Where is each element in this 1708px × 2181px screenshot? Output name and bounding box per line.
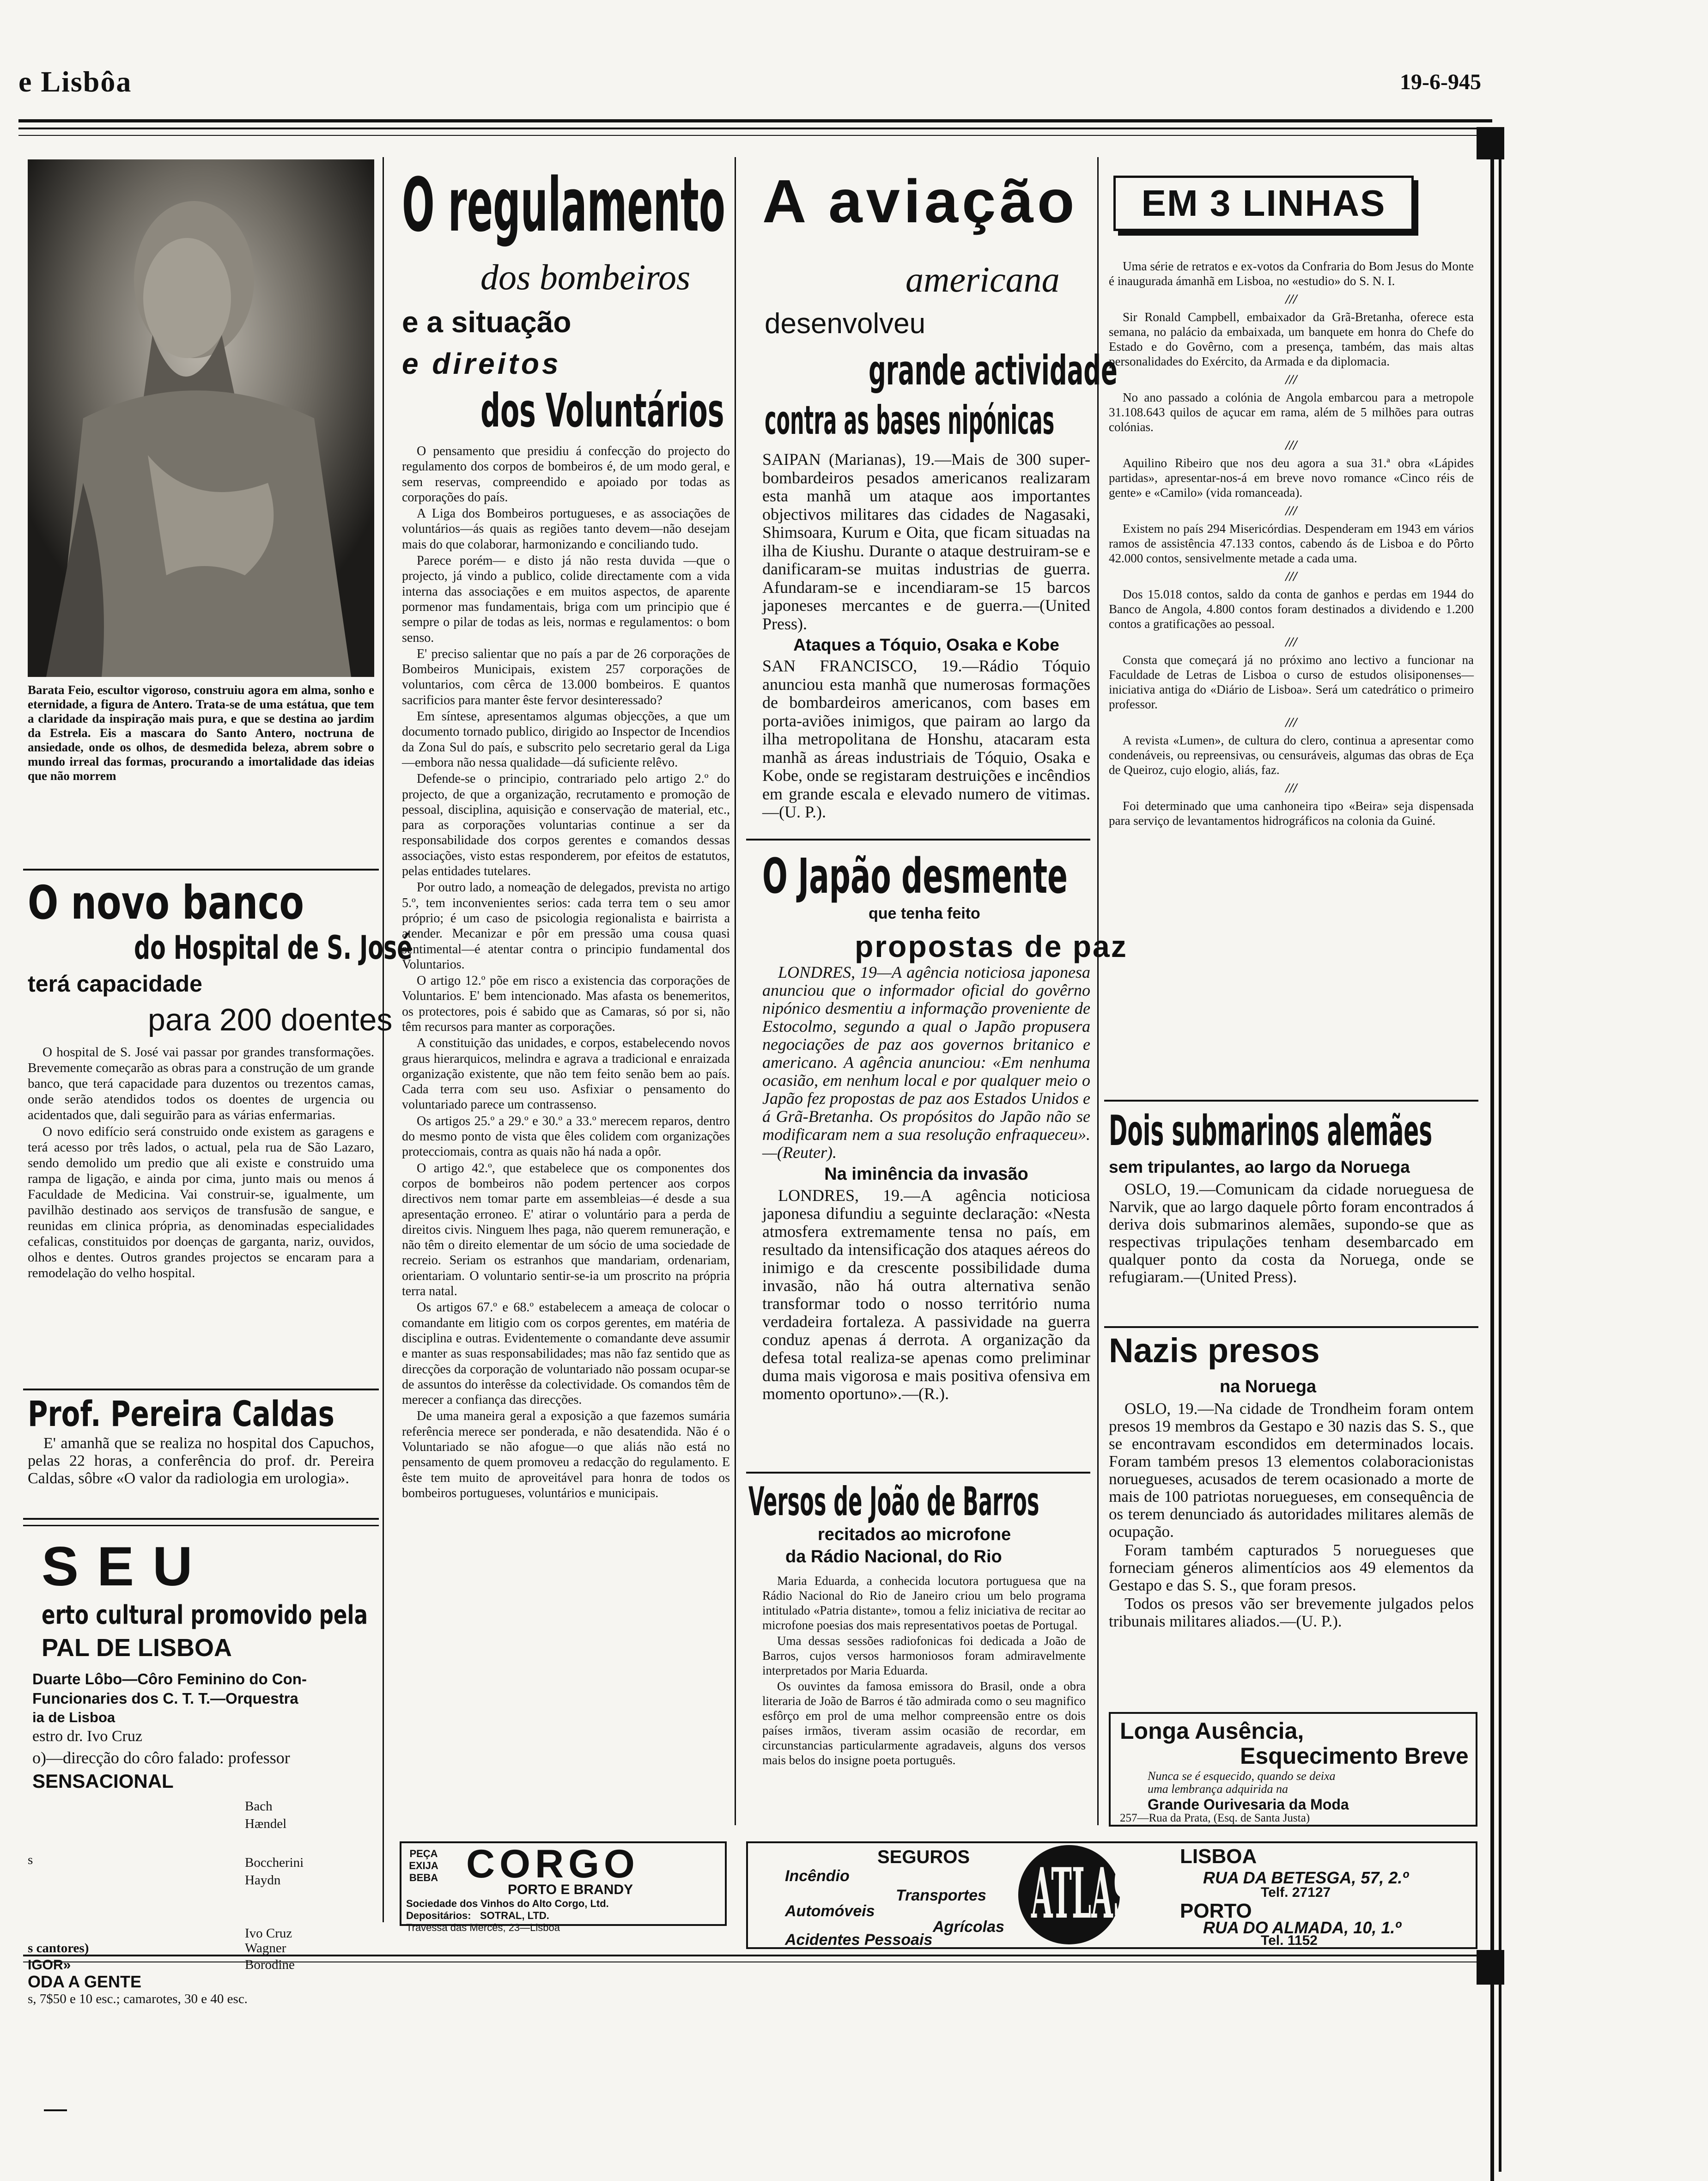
concert-sub2: PAL DE LISBOA bbox=[42, 1634, 232, 1662]
linhas-item: Foi determinado que uma canhoneira tipo «Beira» seja dispensada para serviço de levantamentos hidrográficos na colonia da Guiné. bbox=[1109, 799, 1474, 828]
ourivesaria-l6: 257—Rua da Prata, (Esq. de Santa Justa) bbox=[1120, 1812, 1310, 1824]
ourivesaria-ad bbox=[1109, 1712, 1477, 1827]
banco-subhead: do Hospital de S. José bbox=[134, 929, 413, 967]
right-border-tab-top bbox=[1477, 127, 1504, 159]
japao-paragraph: LONDRES, 19.—A agência noticiosa japonesa difundiu a seguinte declaração: «Nesta atmosfera extremamente tensa no país, em resultado da intensificação dos ataques aéreos do inimigo e da crescente possibilidade duma invasão, não há outra alternativa senão transformar todo o nosso território numa verdadeira fortaleza. A passividade na guerra conduz apenas á derrota. A organização da defesa total realiza-se apenas como preliminar duma mais vigorosa e mais positiva ofensiva em momento oportuno».—(R.). bbox=[762, 1186, 1090, 1403]
corgo-brand: CORGO bbox=[466, 1842, 639, 1886]
versos-paragraph: Os ouvintes da famosa emissora do Brasil, onde a obra literaria de João de Barros é tão admirada como o seu magnifico esfôrço em prol de uma melhor compreensão entre os dois países irmãos, tiveram assim ocasião de recordar, em circunstancias particularmente agradaveis, alguns dos versos mais belos do insigne poeta português. bbox=[762, 1679, 1086, 1767]
submarinos-title: Dois submarinos alemães bbox=[1109, 1107, 1433, 1155]
nazis-sub: na Noruega bbox=[1220, 1377, 1317, 1396]
photo-caption bbox=[28, 683, 374, 783]
caldas-headline bbox=[28, 1393, 421, 1434]
aviacao-title: A aviação bbox=[762, 167, 1078, 235]
concert-leftbit: s cantores) bbox=[28, 1941, 89, 1956]
caldas-body bbox=[28, 1435, 374, 1488]
atlas-item: Agrícolas bbox=[933, 1918, 1004, 1936]
concert-line4: estro dr. Ivo Cruz bbox=[32, 1728, 142, 1745]
corgo-side-3: BEBA bbox=[409, 1872, 438, 1883]
japao-paragraph: LONDRES, 19—A agência noticiosa japonesa anunciou que o informador oficial do govêrno nipónico desmentiu a informação proveniente de Estocolmo, segundo a qual o Japão propusera negociações de paz aos governos britanico e americano. A agência anunciou: «Em nenhuma ocasião, em nenhum local e por qualquer meio o Japão fez propostas de paz aos Estados Unidos e á Grã-Bretanha. Os propósitos do Japão não se modificaram nem a sua resolução enfraqueceu».—(Reuter). bbox=[762, 963, 1090, 1162]
atlas-item: Incêndio bbox=[785, 1867, 850, 1885]
aviacao-sub3: grande actividade bbox=[869, 347, 1118, 394]
versos-sub2: da Rádio Nacional, do Rio bbox=[785, 1547, 1002, 1566]
corgo-side-2: EXIJA bbox=[409, 1860, 438, 1871]
concert-sensacional: SENSACIONAL bbox=[32, 1770, 174, 1792]
corgo-dep: SOTRAL, LTD. bbox=[480, 1910, 549, 1921]
japao-rule bbox=[746, 1472, 1090, 1474]
nazis-paragraph: Foram também capturados 5 noruegueses que forneciam géneros alimentícios aos 49 elementos da Gestapo e das S. S., que foram presos. bbox=[1109, 1541, 1474, 1594]
bombeiros-paragraph: O artigo 12.º põe em risco a existencia das corporações de Voluntarios. E' bem intencionado. Mas afasta os benemeritos, os protectores, pois é sabido que as Camaras, só por si, não têm recursos para manter as corporações. bbox=[402, 974, 730, 1034]
linhas-separator: /// bbox=[1285, 372, 1297, 387]
linhas-separator: /// bbox=[1285, 438, 1297, 453]
photo-caption-text: Barata Feio, escultor vigoroso, construiu agora em alma, sonho e eternidade, a figura de Antero. Trata-se de uma estátua, que tem a claridade da inspiração mais pura, e que se destina ao jardim da Estrela. Eis a mascara do Santo Antero, noctruna de ansiedade, onde os olhos, de desmedida beleza, abrem sobre o mundo irreal das formas, procurando a imortalidade das ideias que não morrem bbox=[28, 683, 374, 783]
versos-paragraph: Uma dessas sessões radiofonicas foi dedicada a João de Barros, cujos versos harmoniosos foram admiravelmente interpretados por Maria Eduarda. bbox=[762, 1634, 1086, 1677]
versos-body bbox=[762, 1573, 1086, 1768]
nazis-body bbox=[1109, 1400, 1474, 1631]
versos-sub1: recitados ao microfone bbox=[818, 1525, 1011, 1544]
stray-mark bbox=[44, 2109, 67, 2111]
column-rule-1 bbox=[383, 157, 384, 1922]
ourivesaria-l1: Longa Ausência, bbox=[1120, 1718, 1304, 1744]
bombeiros-paragraph: A Liga dos Bombeiros portugueses, e as associações de voluntários—ás quais as regiões tanto devem—não desejam mais do que colaborar, harmonizando e conciliando tudo. bbox=[402, 506, 730, 552]
concert-composer: Bach bbox=[245, 1799, 273, 1814]
versos-title: Versos de João de Barros bbox=[748, 1479, 1039, 1525]
banco-capacity: para 200 doentes bbox=[148, 1002, 393, 1037]
banco-kicker: terá capacidade bbox=[28, 971, 202, 997]
right-border-outer bbox=[1490, 129, 1494, 2181]
atlas-porto-addr: RUA DO ALMADA, 10, 1.º bbox=[1203, 1918, 1401, 1937]
linhas-item: Uma série de retratos e ex-votos da Confraria do Bom Jesus do Monte é inaugurada ámanhã em Lisboa, no «estudio» do S. N. I. bbox=[1109, 259, 1474, 288]
corgo-side-1: PEÇA bbox=[409, 1848, 438, 1859]
japao-title: O Japão desmente bbox=[762, 848, 1068, 904]
caldas-text: E' amanhã que se realiza no hospital dos Capuchos, pelas 22 horas, a conferência do prof. dr. Pereira Caldas, sôbre «O valor da radiologia em urologia». bbox=[28, 1435, 374, 1487]
nazis-title: Nazis presos bbox=[1109, 1331, 1320, 1370]
bombeiros-sub3: e direitos bbox=[402, 347, 561, 380]
concert-footer1: ODA A GENTE bbox=[28, 1972, 142, 1991]
banco-rule bbox=[23, 1389, 379, 1390]
submarinos-headline bbox=[1109, 1107, 1708, 1155]
versos-paragraph: Maria Eduarda, a conhecida locutora portuguesa que na Rádio Nacional do Rio de Janeiro criou um belo programa intitulado «Patria distante», tomou a feliz iniciativa de recitar ao microfone poesias dos mais representativos poetas de Portugal. bbox=[762, 1574, 1086, 1632]
bombeiros-paragraph: Defende-se o principio, contrariado pelo artigo 2.º do projecto, de que a organização, recrutamento e promoção de pessoal, disciplina, aquisição e conservação de material, etc., para as corporações voluntarias continue a ser da responsabilidade dos corpos gerentes e comandos dessas associações, visto estas responderem, por efeitos de estatutos, pelas entidades tutelares. bbox=[402, 772, 730, 879]
linhas-separator: /// bbox=[1285, 715, 1297, 730]
bombeiros-paragraph: De uma maneira geral a exposição a que fazemos sumária referência merece ser ponderada, e não desatendida. Não é o Voluntariado se não afogue—o que aliás não está no pensamento de quem promoveu a redacção do regulamento. E êste tem muito de aproveitável para honra de todos os bombeiros portugueses, voluntários e municipais. bbox=[402, 1409, 730, 1500]
linhas-item: Dos 15.018 contos, saldo da conta de ganhos e perdas em 1944 do Banco de Angola, 4.800 contos foram destinados a dividendo e 1.200 contos a gratificações ao pessoal. bbox=[1109, 587, 1474, 631]
aviacao-rule bbox=[746, 839, 1090, 841]
submarinos-sub: sem tripulantes, ao largo da Noruega bbox=[1109, 1158, 1410, 1176]
ourivesaria-l5: Grande Ourivesaria da Moda bbox=[1148, 1796, 1349, 1813]
corgo-sub: PORTO E BRANDY bbox=[508, 1882, 633, 1897]
ourivesaria-l4: uma lembrança adquirida na bbox=[1148, 1782, 1289, 1796]
linhas-separator: /// bbox=[1285, 292, 1297, 307]
corgo-addr: Travessa das Mercês, 23—Lisboa bbox=[406, 1922, 560, 1933]
banco-paragraph: O hospital de S. José vai passar por grandes transformações. Brevemente começarão as obras para a construção de um grande banco, que terá capacidade para duzentos ou trezentos camas, onde serão atendidos todos os doentes de urgencia ou acidentados que, dali seguirão para as várias enfermarias. bbox=[28, 1045, 374, 1122]
linhas-separator: /// bbox=[1285, 634, 1297, 650]
concert-leftbit: IGOR» bbox=[28, 1957, 71, 1973]
nazis-headline bbox=[1109, 1331, 1320, 1370]
atlas-ad bbox=[746, 1841, 1477, 1949]
nazis-paragraph: Todos os presos vão ser brevemente julgados pelos tribunais militares aliados.—(U. P.). bbox=[1109, 1595, 1474, 1630]
statue-photo bbox=[28, 159, 374, 677]
linhas-item: Sir Ronald Campbell, embaixador da Grã-Bretanha, oferece esta semana, no palácio da embaixada, um banquete em honra do Chefe do Estado e do Govêrno, com a presença, também, das mais altas personalidades do Exército, da Armada e da diplomacia. bbox=[1109, 310, 1474, 368]
aviacao-sub2: desenvolveu bbox=[765, 308, 926, 340]
bombeiros-paragraph: A constituição das unidades, e corpos, estabelecendo novos graus hierarquicos, melindra e agrava a tradicional e enraizada organização existente, que não tem feito senão bem ao país. Cada terra com seu uso. Asfixiar o pensamento do voluntariado parece um contrassenso. bbox=[402, 1036, 730, 1112]
concert-composer: Hændel bbox=[245, 1816, 287, 1831]
concert-line2: Funcionaries dos C. T. T.—Orquestra bbox=[32, 1690, 298, 1707]
aviacao-paragraph: SAIPAN (Marianas), 19.—Mais de 300 super-bombardeiros pesados americanos realizaram esta manhã um ataque aos importantes objectivos militares das cidades de Nagasaki, Shimsoara, Kurum e Oita, que ficam situadas na ilha de Kiushu. Durante o ataque destruiram-se e danificaram-se muitas industrias de guerra. Afundaram-se e incendiaram-se 15 barcos japoneses mercantes e de guerra.—(United Press). bbox=[762, 450, 1090, 633]
banco-title: O novo banco bbox=[28, 876, 304, 930]
bombeiros-sub1: dos bombeiros bbox=[480, 257, 691, 297]
corgo-company: Sociedade dos Vinhos do Alto Corgo, Ltd. bbox=[406, 1898, 609, 1909]
concert-footer2: s, 7$50 e 10 esc.; camarotes, 30 e 40 esc. bbox=[28, 1992, 248, 2006]
atlas-item: Acidentes Pessoais bbox=[785, 1931, 933, 1949]
header-rule-thin bbox=[18, 135, 1492, 136]
atlas-seguros: SEGUROS bbox=[877, 1847, 970, 1867]
concert-composer: Borodine bbox=[245, 1957, 295, 1972]
linhas-item: Consta que começará já no próximo ano lectivo a funcionar na Faculdade de Letras de Lisboa o curso de estudos olisiponenses—iniciativa antiga do «Diário de Lisboa». Será um catedrático o primeiro professor. bbox=[1109, 653, 1474, 711]
bombeiros-paragraph: E' preciso salientar que no país a par de 26 corporações de Bombeiros Municipais, existem 257 corporações de voluntarios, com cêrca de 13.000 bombeiros. E quantos sacrificios para manter êste fervor desinteressado? bbox=[402, 646, 730, 707]
concert-composer: Ivo Cruz bbox=[245, 1926, 292, 1941]
japao-subhead: Na iminência da invasão bbox=[824, 1164, 1028, 1184]
linhas-body bbox=[1109, 259, 1474, 829]
atlas-item: Transportes bbox=[896, 1887, 986, 1904]
bombeiros-body bbox=[402, 444, 730, 1502]
atlas-lisboa-addr: RUA DA BETESGA, 57, 2.º bbox=[1203, 1868, 1409, 1887]
japao-headline bbox=[762, 848, 1255, 904]
atlas-porto: PORTO bbox=[1180, 1900, 1252, 1922]
header-rule-bottom bbox=[18, 128, 1492, 129]
caption-rule bbox=[23, 869, 379, 871]
concert-leftbit: s bbox=[28, 1852, 33, 1867]
concert-composer: Wagner bbox=[245, 1941, 286, 1956]
bombeiros-paragraph: O artigo 42.º, que estabelece que os componentes dos corpos de bombeiros não podem pertencer aos corpos directivos nem tomar parte em assembleias—é desde a sua apresentação erroneo. E' atirar o voluntário para a perda de direitos civis. Ninguem lhes paga, não querem remuneração, e não têm o direito elementar de um sócio de uma sociedade de recreio. Seriam os estranhos que mandariam, ordenariam, orientariam. O voluntario sentir-se-ia um proscrito na própria terra natal. bbox=[402, 1161, 730, 1299]
corgo-ad bbox=[400, 1841, 727, 1933]
caldas-rule bbox=[23, 1518, 379, 1520]
submarinos-rule bbox=[1104, 1326, 1478, 1328]
japao-body bbox=[762, 963, 1090, 1404]
ourivesaria-l2: Esquecimento Breve bbox=[1240, 1743, 1469, 1769]
bombeiros-paragraph: Os artigos 25.º a 29.º e 30.º a 33.º merecem reparos, dentro do mesmo ponto de vista que êles colidem com organizações protecciomais, contra as quais não há nada a opôr. bbox=[402, 1114, 730, 1159]
bombeiros-paragraph: O pensamento que presidiu á confecção do projecto do regulamento dos corpos de bombeiros é, de um modo geral, e sem reservas, compreendido e apoiado por todas as corporações do país. bbox=[402, 444, 730, 505]
japao-sub2: propostas de paz bbox=[855, 929, 1128, 963]
linhas-separator: /// bbox=[1285, 503, 1297, 518]
nazis-paragraph: OSLO, 19.—Na cidade de Trondheim foram ontem presos 19 membros da Gestapo e 30 nazis das S. S., que se encontravam escondidos em determinados locais. Foram também presos 13 elementos colaboracionistas noruegueses, acusados de terem ocasionado a morte de mais de 100 patriotas noruegueses, em consequência de os terem denunciado ás autoridades militares alemãs de ocupação. bbox=[1109, 1400, 1474, 1541]
aviacao-sub1: americana bbox=[906, 259, 1060, 299]
submarinos-body bbox=[1109, 1181, 1474, 1287]
masthead-title: e Lisbôa bbox=[18, 65, 132, 98]
page-date: 19-6-945 bbox=[1400, 70, 1481, 94]
banco-paragraph: O novo edifício será construido onde existem as garagens e terá acesso por três lados, o actual, pela rua de São Lazaro, sendo demolido um predio que ali existe e construido uma rampa de ligação, e ainda por cima, junto mais ou menos á Faculdade de Medicina. Vai construir-se, igualmente, um pavilhão destinado aos serviços de transfusão de sangue, e reunidas em clinica própria, as denominadas especialidades cefalicas, constituidos por doenças de garganta, nariz, ouvidos, olhos e dentes. Outros grandes projectos se encaram para a remodelação do velho hospital. bbox=[28, 1124, 374, 1280]
linhas-item: No ano passado a colónia de Angola embarcou para a metropole 31.108.643 quilos de açucar em rama, além de 5 milhões para outras colónias. bbox=[1109, 390, 1474, 434]
bombeiros-paragraph: Por outro lado, a nomeação de delegados, prevista no artigo 5.º, tem inconvenientes serios: cada terra tem o seu amor próprio; é um caso de psicologia regionalista e bairrista a atender. Mecanizar e pôr em pressão uma cousa quasi sentimental—é atentar contra o principio fundamental dos Voluntarios. bbox=[402, 880, 730, 972]
corgo-dep-label: Depositários: bbox=[406, 1910, 471, 1921]
right-border-inner bbox=[1499, 157, 1501, 2172]
linhas-rule bbox=[1104, 1100, 1478, 1102]
linhas-title: EM 3 LINHAS bbox=[1141, 183, 1386, 224]
aviacao-paragraph: SAN FRANCISCO, 19.—Rádio Tóquio anunciou esta manhã que numerosas formações de bombardeiros americanos, com bases em porta-aviões inimigos, que pairam ao largo da ilha metropolitana de Honshu, atacaram esta manhã as áreas industriais de Tóquio, Osaka e Kobe, onde se registaram destruições e incêndios em grande escala e elevado numero de vitimas.—(U. P.). bbox=[762, 657, 1090, 821]
masthead bbox=[18, 65, 132, 99]
japao-sub1: que tenha feito bbox=[869, 905, 980, 922]
aviacao-body bbox=[762, 451, 1090, 822]
linhas-separator: /// bbox=[1285, 569, 1297, 584]
atlas-lisboa-tel: Telf. 27127 bbox=[1261, 1885, 1331, 1900]
ourivesaria-l3: Nunca se é esquecido, quando se deixa bbox=[1148, 1769, 1336, 1783]
aviacao-headline bbox=[762, 166, 1078, 236]
atlas-lisboa: LISBOA bbox=[1180, 1845, 1257, 1868]
header-rule-top bbox=[18, 119, 1492, 122]
atlas-item: Automóveis bbox=[785, 1902, 875, 1920]
banco-body bbox=[28, 1044, 374, 1282]
bombeiros-paragraph: Parece porém— e disto já não resta duvida —que o projecto, já vindo a publico, colide directamente com a vida interna das associações e em muitos aspectos, de aparente pormenor mas fundamentais, briga com um principio que é sempre o pilar de todas as leis, normas e regulamentos: o bom senso. bbox=[402, 554, 730, 645]
concert-ad bbox=[23, 1525, 379, 1928]
atlas-brand: ATLAS bbox=[1031, 1853, 1133, 1934]
aviacao-sub4: contra as bases nipónicas bbox=[765, 397, 1055, 444]
caldas-title: Prof. Pereira Caldas bbox=[28, 1393, 334, 1434]
statue-photo-illustration bbox=[28, 159, 374, 677]
bottom-rule bbox=[23, 1955, 1483, 1956]
linhas-item: A revista «Lumen», de cultura do clero, continua a apresentar como condenáveis, ou repreensivas, ou censuráveis, algumas das obras de Eça de Queiroz, cujo elogio, aliás, faz. bbox=[1109, 733, 1474, 777]
linhas-item: Aquilino Ribeiro que nos deu agora a sua 31.ª obra «Lápides partidas», apresentar-nos-á em breve novo romance «Cinco réis de gente» e «Camilo» (vida romanceada). bbox=[1109, 456, 1474, 500]
linhas-item: Existem no país 294 Misericórdias. Despenderam em 1943 em vários ramos de assistência 47.133 contos, cabendo ás de Lisboa e do Pôrto 42.000 contos, sensivelmente metade a cada uma. bbox=[1109, 522, 1474, 565]
corgo-side bbox=[405, 1848, 442, 1884]
linhas-title-box bbox=[1113, 176, 1414, 231]
concert-line3: ia de Lisboa bbox=[32, 1709, 115, 1725]
atlas-logo bbox=[1018, 1845, 1133, 1944]
submarinos-paragraph: OSLO, 19.—Comunicam da cidade norueguesa de Narvik, que ao largo daquele pôrto foram encontrados á deriva dois submarinos alemães, supondo-se que as respectivas tripulações tenham desembarcado em qualquer ponto da costa da Noruega, onde se refugiaram.—(United Press). bbox=[1109, 1180, 1474, 1286]
bombeiros-sub2: e a situação bbox=[402, 305, 571, 339]
linhas-separator: /// bbox=[1285, 780, 1297, 796]
banco-headline bbox=[28, 876, 382, 930]
bombeiros-paragraph: Os artigos 67.º e 68.º estabelecem a ameaça de colocar o comandante em litigio com os corpos gerentes, em matéria de disciplina e outras. Evidentemente o comandante deve assumir e manter as suas responsabilidades; mas não faz sentido que as direcções da corporação de voluntariado não possam ocupar-se de assuntos do interêsse da colectividade. Os comandos têm de merecer a confiança das direcções. bbox=[402, 1300, 730, 1407]
bombeiros-paragraph: Em síntese, apresentamos algumas objecções, a que um documento tornado publico, dirigido ao Inspector de Incendios da Zona Sul do país, e subscrito pelo secretario geral da Liga—embora não nessa qualidade—dá suficiente relêvo. bbox=[402, 709, 730, 770]
atlas-porto-tel: Tel. 1152 bbox=[1261, 1933, 1318, 1948]
bombeiros-sub4: dos Voluntários bbox=[480, 384, 724, 438]
concert-composer: Haydn bbox=[245, 1873, 281, 1888]
concert-sub1: erto cultural promovido pela bbox=[42, 1600, 368, 1630]
concert-composer: Boccherini bbox=[245, 1855, 304, 1870]
concert-line1: Duarte Lôbo—Côro Feminino do Con- bbox=[32, 1670, 307, 1688]
concert-title: SEU bbox=[42, 1535, 211, 1597]
aviacao-subhead: Ataques a Tóquio, Osaka e Kobe bbox=[793, 635, 1059, 654]
bombeiros-title: O regulamento bbox=[402, 162, 725, 248]
concert-line5: o)—direcção do côro falado: professor bbox=[32, 1748, 290, 1767]
